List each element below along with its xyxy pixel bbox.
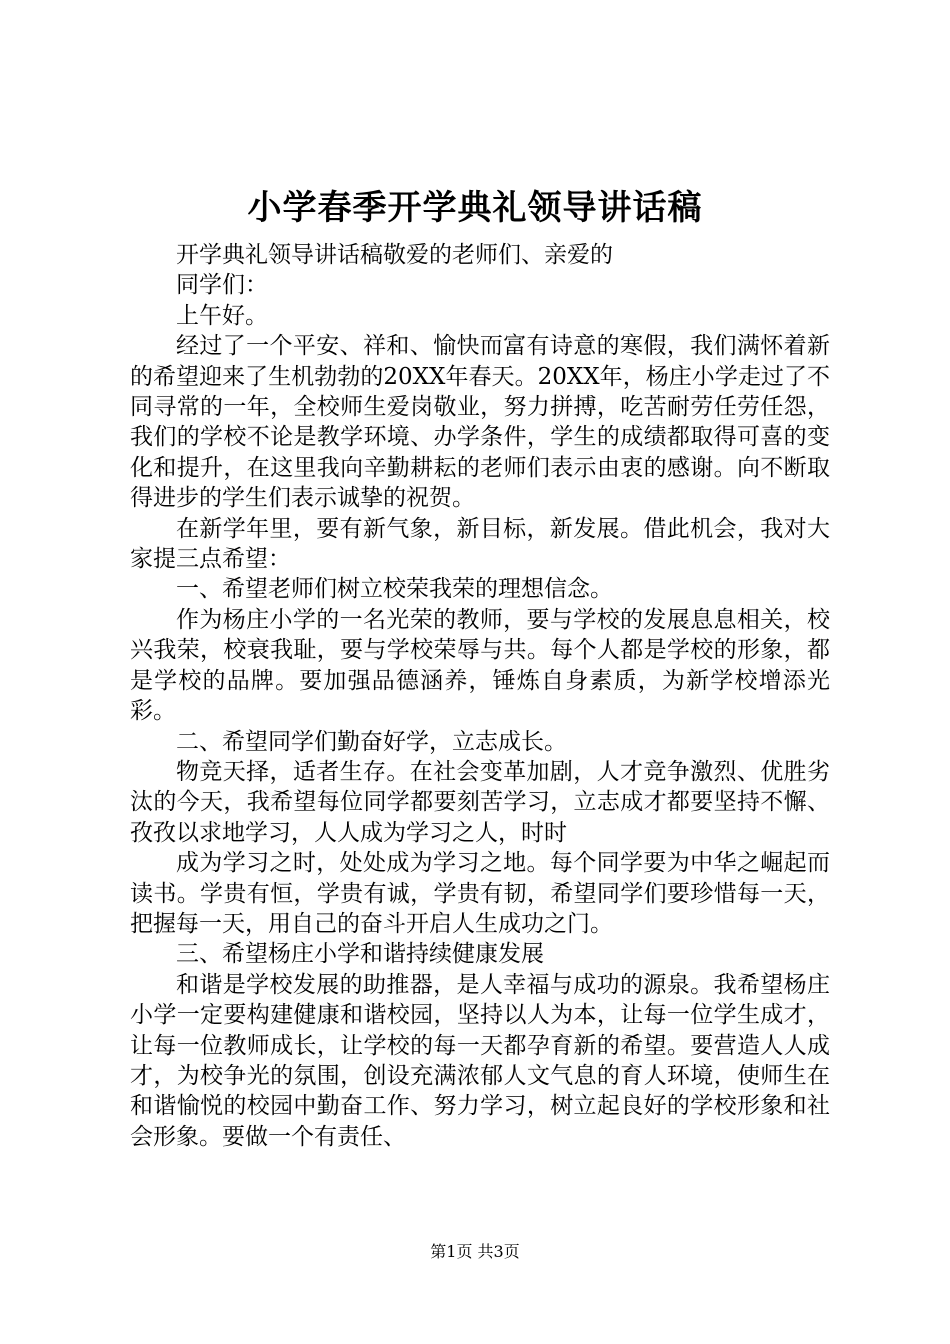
heading-hope-1: 一、希望老师们树立校荣我荣的理想信念。 <box>176 576 613 603</box>
paragraph-hope-2-cont: 成为学习之时，处处成为学习之地。每个同学要为中华之崛起而读书。学贵有恒，学贵有诚，学贵有韧，希望同学们要珍惜每一天，把握每一天，用自己的奋斗开启人生成功之门。 <box>130 850 830 937</box>
paragraph-greeting: 开学典礼领导讲话稿敬爱的老师们、亲爱的 <box>176 242 613 268</box>
heading-hope-3: 三、希望杨庄小学和谐持续健康发展 <box>176 941 544 968</box>
paragraph-intro: 经过了一个平安、祥和、愉快而富有诗意的寒假，我们满怀着新的希望迎来了生机勃勃的20XX年春天。20XX年，杨庄小学走过了不同寻常的一年，全校师生爱岗敬业，努力拼搏，吃苦耐劳任劳任怨，我们的学校不论是教学环境、办学条件，学生的成绩都取得可喜的变化和提升，在这里我向辛勤耕耘的老师们表示由衷的感谢。向不断取得进步的学生们表示诚挚的祝贺。 <box>130 333 830 512</box>
paragraph-hope-1: 作为杨庄小学的一名光荣的教师，要与学校的发展息息相关，校兴我荣，校衰我耻，要与学校荣辱与共。每个人都是学校的形象，都是学校的品牌。要加强品德涵养，锤炼自身素质，为新学校增添光彩。 <box>130 606 830 725</box>
paragraph-hopes-intro: 在新学年里，要有新气象，新目标，新发展。借此机会，我对大家提三点希望： <box>130 515 830 573</box>
paragraph-greeting-cont: 同学们： <box>176 272 268 299</box>
page-number-footer: 第1页 共3页 <box>430 1242 520 1261</box>
paragraph-hope-3: 和谐是学校发展的助推器，是人幸福与成功的源泉。我希望杨庄小学一定要构建健康和谐校园，坚持以人为本，让每一位学生成才，让每一位教师成长，让学校的每一天都孕育新的希望。要营造人人成才，为校争光的氛围，创设充满浓郁人文气息的育人环境，使师生在和谐愉悦的校园中勤奋工作、努力学习，树立起良好的学校形象和社会形象。要做一个有责任、 <box>130 971 830 1150</box>
heading-hope-2: 二、希望同学们勤奋好学，立志成长。 <box>176 728 567 755</box>
paragraph-hello: 上午好。 <box>176 302 268 329</box>
document-body <box>130 240 830 1152</box>
paragraph-hope-2: 物竞天择，适者生存。在社会变革加剧，人才竞争激烈、优胜劣汰的今天，我希望每位同学都要刻苦学习，立志成才都要坚持不懈、孜孜以求地学习，人人成为学习之人，时时 <box>130 758 830 846</box>
document-title: 小学春季开学典礼领导讲话稿 <box>247 188 703 228</box>
